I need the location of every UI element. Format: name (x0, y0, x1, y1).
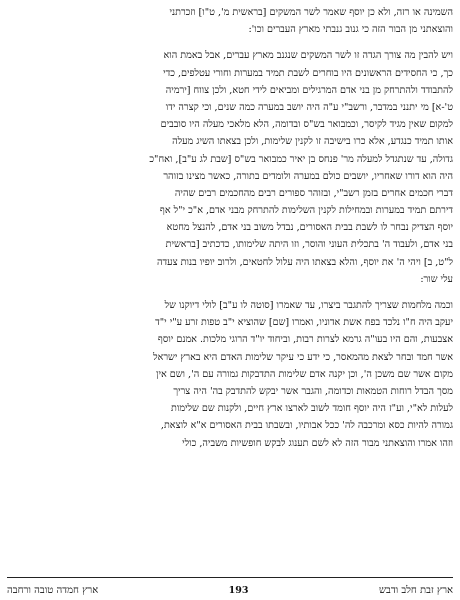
text-line: עלי שור: (420, 273, 453, 285)
paragraph-3 (7, 297, 453, 452)
text-line: ל"ט, ב] ויהי ה' את יוסף, והלא בצאתו היה עלול לחטאים, ולרוב יופיו בנות צעדה (157, 256, 453, 268)
text-line: גדולה, עד שנתגדל למעלה מר' פנחס בן יאיר כמבואר בש"ס [שבת לג ע"ב], ואח"כ (149, 153, 453, 165)
page-number: 193 (228, 585, 249, 596)
footer-running-title-left: ארץ חמדה טובה ורחבה (7, 585, 99, 596)
text-line: למקום שאין מגיד לקיסר, וכמבואר בש"ס ובדומה, הלא מלאכי מעלה היו סובבים (160, 119, 453, 131)
text-line: להתבודד ולהתרחק מן בני אדם המרגילים ומביאים לידי חטא, ולכן צווח [ירמיה (165, 84, 453, 96)
text-line: לעלות לא"י, וע"ז היה יוסף חומד לשוב לארצו ארץ חיים, ולקנות שם שלימות (171, 403, 453, 415)
text-line: כך, כי החסידים הראשונים היו בוחרים לשבת תמיד במערות וחורי עטלפים, כדי (163, 67, 453, 79)
text-line: גמורה להיות כסא ומרכבה לה' ככל אבותיו, ובשבתו בבית האסורים א"א לוצאת, (160, 420, 453, 432)
text-line: השמינה או רזה, ולא כן יוסף שאמר לשר המשקים [בראשית מ', ט"ו] וזכרתני (169, 7, 453, 18)
paragraph-2 (7, 47, 453, 288)
text-line: והוצאתני מן הבור הזה כי גנוב גנבתי מארץ העברים וכו': (248, 24, 453, 36)
text-line: מסך הבדל רוחות הטמאות וכדומה, והגבר אשר יבקש להתדבק בה' היה צריך (173, 385, 453, 397)
text-line: ויש להבין מה צורך הגדה זו לשר המשקים שנגנב מארץ עברים, אבל באמת הוא (163, 50, 453, 62)
text-line: וכמה מלחמות שצריך להתגבר ביצרו, עד שאמרו [סוטה לו ע"ב] לולי דיוקנו של (164, 300, 453, 311)
text-line: מקום אשר שם משכן ה', וכן יקנה אדם שלימות התדבקות גמורה עם ה', ושם אין (156, 368, 453, 380)
text-line: אותו תמיד כנגדע, אלא כרו בישיבה זו לקנין שלימות, ולכן בצאתו השיג מעלה (172, 136, 453, 148)
paragraph-1 (7, 4, 453, 38)
text-line: וזהו אמרו והוצאתני מבור הזה לא לשם תענוג לבקש חופשיות משביה, כולי (182, 437, 453, 449)
text-line: אצבעות, והם היו בעו"ה גרמא לצרות רבות, וביחוד יו"ד הרוגי מלכות. אמנם יוסף (157, 334, 453, 346)
text-line: בני אדם, ולעבוד ה' בתכלית העוני והוסר, וזו היתה שלימותו, כדכתיב [בראשית (165, 239, 453, 251)
text-line: ט'-א] מי יתנני במדבר, ורשב"י ע"ה היה יושב במערה כמה שנים, וכי קצרה ידו (165, 101, 453, 113)
text-line: דברי חכמים אחרים בזמן רשב"י, ובזוהר ספורים רבים מהחכמים רבים שהיה (174, 187, 453, 199)
text-line: יעקב היה ח"ו נלכד בפח אשת אדוניו, ואמרו [שם] שהוציא י"ב טפות זרע ע"י י"ד (155, 317, 453, 329)
text-line: אשר חמד ובחר לצאת מהמאסר, כי ידע כי עיקר שלימות האדם היא בארץ ישראל (153, 351, 453, 363)
footer-running-title-right: ארץ זבת חלב ודבש (378, 585, 453, 596)
text-line: היה הוא דורו שאחריו, יושבים כולם במערה ולומדים בתורה, כאשר מצינו בזוהר (163, 170, 453, 182)
text-line: יוסף הצדיק נבחר לו לשבת בבית האסורים, נבדל משוב בני אדם, להנצל מחטא (166, 222, 453, 234)
page-footer (7, 577, 453, 596)
text-block (7, 4, 453, 452)
text-line: דירתם תמיד במערות ובמחילות לקנין השלימות להתרחק מבני אדם, א"כ י"ל אף (159, 205, 453, 217)
